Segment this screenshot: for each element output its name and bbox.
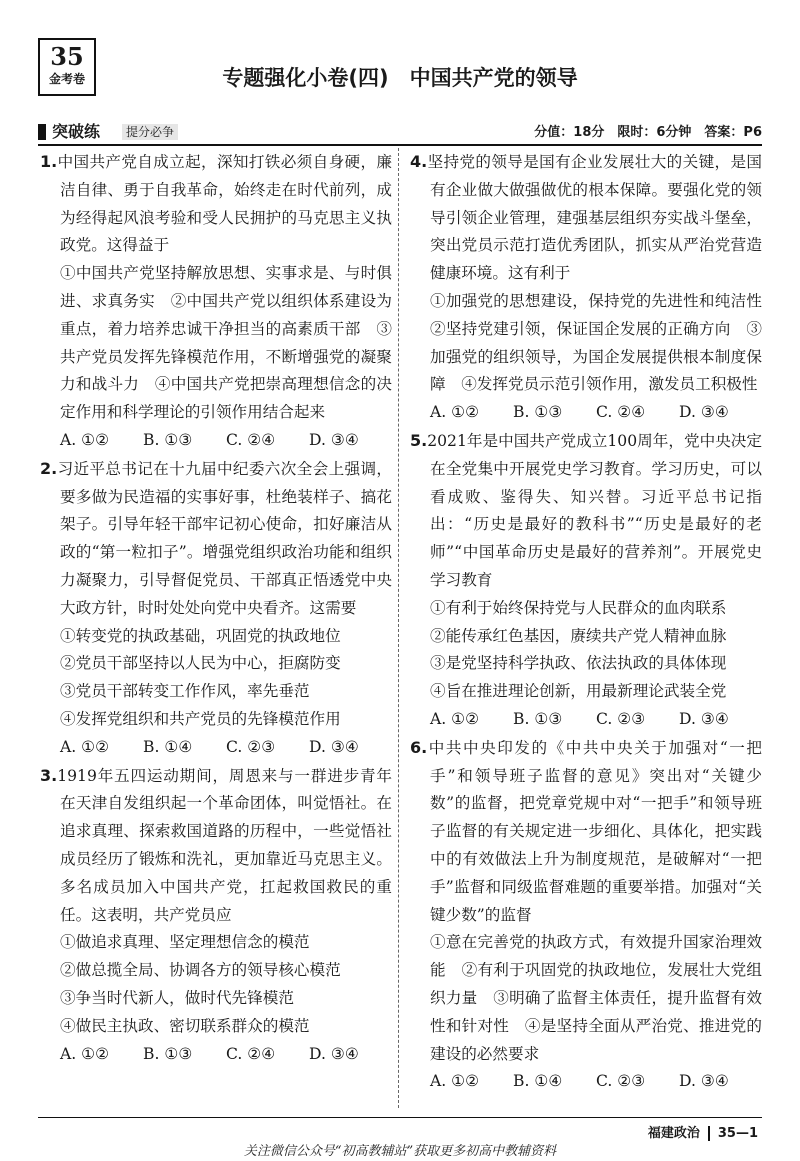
answer-options bbox=[410, 706, 762, 734]
option-b[interactable]: B. ①③ bbox=[143, 430, 193, 449]
option-a[interactable]: A. ①② bbox=[430, 709, 480, 728]
option-d[interactable]: D. ③④ bbox=[679, 403, 729, 422]
option-b[interactable]: B. ①③ bbox=[143, 1044, 193, 1063]
question-5 bbox=[410, 427, 762, 734]
option-c[interactable]: C. ②④ bbox=[226, 430, 276, 449]
option-c[interactable]: C. ②④ bbox=[596, 403, 646, 422]
question-text: 习近平总书记在十九届中纪委六次全会上强调，要多做为民造福的实事好事，杜绝装样子、搞花架子。引导年轻干部牢记初心使命，扣好廉洁从政的“第一粒扣子”。增强党组织政治功能和组织力凝聚力，引导督促党员、干部真正悟透党中央大政方针，时时处处向党中央看齐。这需要 bbox=[57, 459, 392, 617]
option-b[interactable]: B. ①④ bbox=[143, 737, 193, 756]
option-d[interactable]: D. ③④ bbox=[309, 430, 359, 449]
question-text: 中共中央印发的《中共中央关于加强对“一把手”和领导班子监督的意见》突出对“关键少数”的监督，把党章党规中对“一把手”和领导班子监督的有关规定进一步细化、具体化，把实践中的有效做法上升为制度规范，是破解对“一把手”监督和同级监督难题的重要举措。加强对“关键少数”的监督 bbox=[427, 738, 762, 924]
answer-options bbox=[40, 427, 392, 455]
statement-line: ①有利于始终保持党与人民群众的血肉联系 bbox=[430, 598, 727, 617]
page-title: 专题强化小卷(四) 中国共产党的领导 bbox=[222, 66, 578, 90]
option-a[interactable]: A. ①② bbox=[60, 430, 110, 449]
column-divider bbox=[398, 148, 399, 1108]
answer-options bbox=[410, 1068, 762, 1096]
badge-label: 金考卷 bbox=[48, 72, 85, 86]
question-text: 坚持党的领导是国有企业发展壮大的关键，是国有企业做大做强做优的根本保障。要强化党的领导引领企业管理，建强基层组织夯实战斗堡垒，突出党员示范打造优秀团队，抓实从严治党营造健康环境。这有利于 bbox=[427, 153, 762, 283]
question-text: 1919年五四运动期间，周恩来与一群进步青年在天津自发组织起一个革命团体，叫觉悟社。在追求真理、探索救国道路的历程中，一些觉悟社成员经历了锻炼和洗礼，更加靠近马克思主义。多名成员加入中国共产党，扛起救国救民的重任。这表明，共产党员应 bbox=[57, 766, 392, 924]
footer-tag bbox=[644, 1122, 762, 1141]
answer-options bbox=[410, 399, 762, 427]
question-3 bbox=[40, 762, 392, 1069]
left-column bbox=[40, 148, 392, 1068]
question-stem bbox=[40, 762, 392, 930]
question-statements: ①加强党的思想建设，保持党的先进性和纯洁性 ②坚持党建引领，保证国企发展的正确方向 ③加强党的组织领导，为国企发展提供根本制度保障 ④发挥党员示范引领作用，激发员工积极性 bbox=[430, 291, 778, 394]
question-2 bbox=[40, 455, 392, 762]
question-number: 5. bbox=[410, 430, 428, 450]
section-name: 突破练 bbox=[52, 122, 101, 141]
option-b[interactable]: B. ①③ bbox=[513, 403, 563, 422]
option-a[interactable]: A. ①② bbox=[430, 403, 480, 422]
footer-note: 关注微信公众号“初高教辅站”获取更多初高中教辅资料 bbox=[243, 1144, 557, 1159]
option-c[interactable]: C. ②④ bbox=[226, 1044, 276, 1063]
answer-options bbox=[40, 1041, 392, 1069]
statement-line: ①做追求真理、坚定理想信念的模范 bbox=[60, 933, 310, 952]
option-c[interactable]: C. ②③ bbox=[226, 737, 276, 756]
statement-line: ②能传承红色基因，赓续共产党人精神血脉 bbox=[430, 626, 727, 645]
statement-line: ①转变党的执政基础，巩固党的执政地位 bbox=[60, 626, 341, 645]
page-number: 35—1 bbox=[708, 1126, 762, 1141]
option-c[interactable]: C. ②③ bbox=[596, 1072, 646, 1091]
statement-line: ④发挥党组织和共产党员的先锋模范作用 bbox=[60, 709, 341, 728]
question-number: 1. bbox=[40, 152, 58, 171]
question-1 bbox=[40, 148, 392, 455]
question-statements: ①中国共产党坚持解放思想、实事求是、与时俱进、求真务实 ②中国共产党以组织体系建设为重点，着力培养忠诚干净担当的高素质干部 ③共产党员发挥先锋模范作用，不断增强党的凝聚力和战斗力 ④中国共产党把崇高理想信念的决定作用和科学理论的引领作用结合起来 bbox=[60, 264, 392, 422]
question-number: 6. bbox=[410, 737, 428, 757]
statement-line: ④旨在推进理论创新，用最新理论武装全党 bbox=[430, 682, 727, 701]
question-stem bbox=[410, 427, 762, 595]
question-stem bbox=[40, 148, 392, 260]
question-4 bbox=[410, 148, 778, 427]
question-text: 2021年是中国共产党成立100周年，党中央决定在全党集中开展党史学习教育。学习历史，可以看成败、鉴得失、知兴替。习近平总书记指出：“历史是最好的教科书”“历史是最好的老师”“中国革命历史是最好的营养剂”。开展党史学习教育 bbox=[427, 431, 762, 589]
answer-options bbox=[40, 734, 392, 762]
question-number: 4. bbox=[410, 152, 428, 171]
section-bar bbox=[38, 122, 762, 146]
right-column bbox=[410, 148, 778, 1096]
badge-number: 35 bbox=[50, 42, 84, 71]
question-text: 中国共产党自成立起，深知打铁必须自身硬，廉洁自律、勇于自我革命，始终走在时代前列，成为经得起风浪考验和受人民拥护的马克思主义执政党。这得益于 bbox=[57, 153, 392, 255]
option-b[interactable]: B. ①③ bbox=[513, 709, 563, 728]
footer-subject: 福建政治 bbox=[647, 1126, 700, 1141]
option-a[interactable]: A. ①② bbox=[60, 1044, 110, 1063]
section-tag: 提分必争 bbox=[122, 124, 178, 140]
statement-line: ③党员干部转变工作作风，率先垂范 bbox=[60, 682, 310, 701]
statement-line: ②做总揽全局、协调各方的领导核心模范 bbox=[60, 961, 341, 980]
option-a[interactable]: A. ①② bbox=[60, 737, 110, 756]
option-b[interactable]: B. ①④ bbox=[513, 1072, 563, 1091]
option-d[interactable]: D. ③④ bbox=[679, 1072, 729, 1091]
question-stem bbox=[410, 148, 762, 288]
question-stem bbox=[410, 734, 762, 930]
option-d[interactable]: D. ③④ bbox=[679, 709, 729, 728]
section-marker bbox=[38, 124, 46, 140]
statement-line: ③是党坚持科学执政、依法执政的具体体现 bbox=[430, 654, 727, 673]
question-stem bbox=[40, 455, 392, 623]
statement-line: ②党员干部坚持以人民为中心，拒腐防变 bbox=[60, 654, 341, 673]
statement-line: ④做民主执政、密切联系群众的模范 bbox=[60, 1016, 310, 1035]
question-number: 3. bbox=[40, 765, 58, 785]
statement-line: ③争当时代新人，做时代先锋模范 bbox=[60, 988, 294, 1007]
question-6 bbox=[410, 734, 762, 1096]
question-number: 2. bbox=[40, 458, 58, 478]
footer-rule bbox=[38, 1117, 762, 1118]
option-d[interactable]: D. ③④ bbox=[309, 1044, 359, 1063]
option-c[interactable]: C. ②③ bbox=[596, 709, 646, 728]
section-meta: 分值：18分 限时：6分钟 答案：P6 bbox=[534, 125, 762, 140]
option-d[interactable]: D. ③④ bbox=[309, 737, 359, 756]
question-statements: ①意在完善党的执政方式，有效提升国家治理效能 ②有利于巩固党的执政地位，发展壮大党组织力量 ③明确了监督主体责任，提升监督有效性和针对性 ④是坚持全面从严治党、推进党的建设的必然要求 bbox=[430, 933, 762, 1063]
option-a[interactable]: A. ①② bbox=[430, 1072, 480, 1091]
